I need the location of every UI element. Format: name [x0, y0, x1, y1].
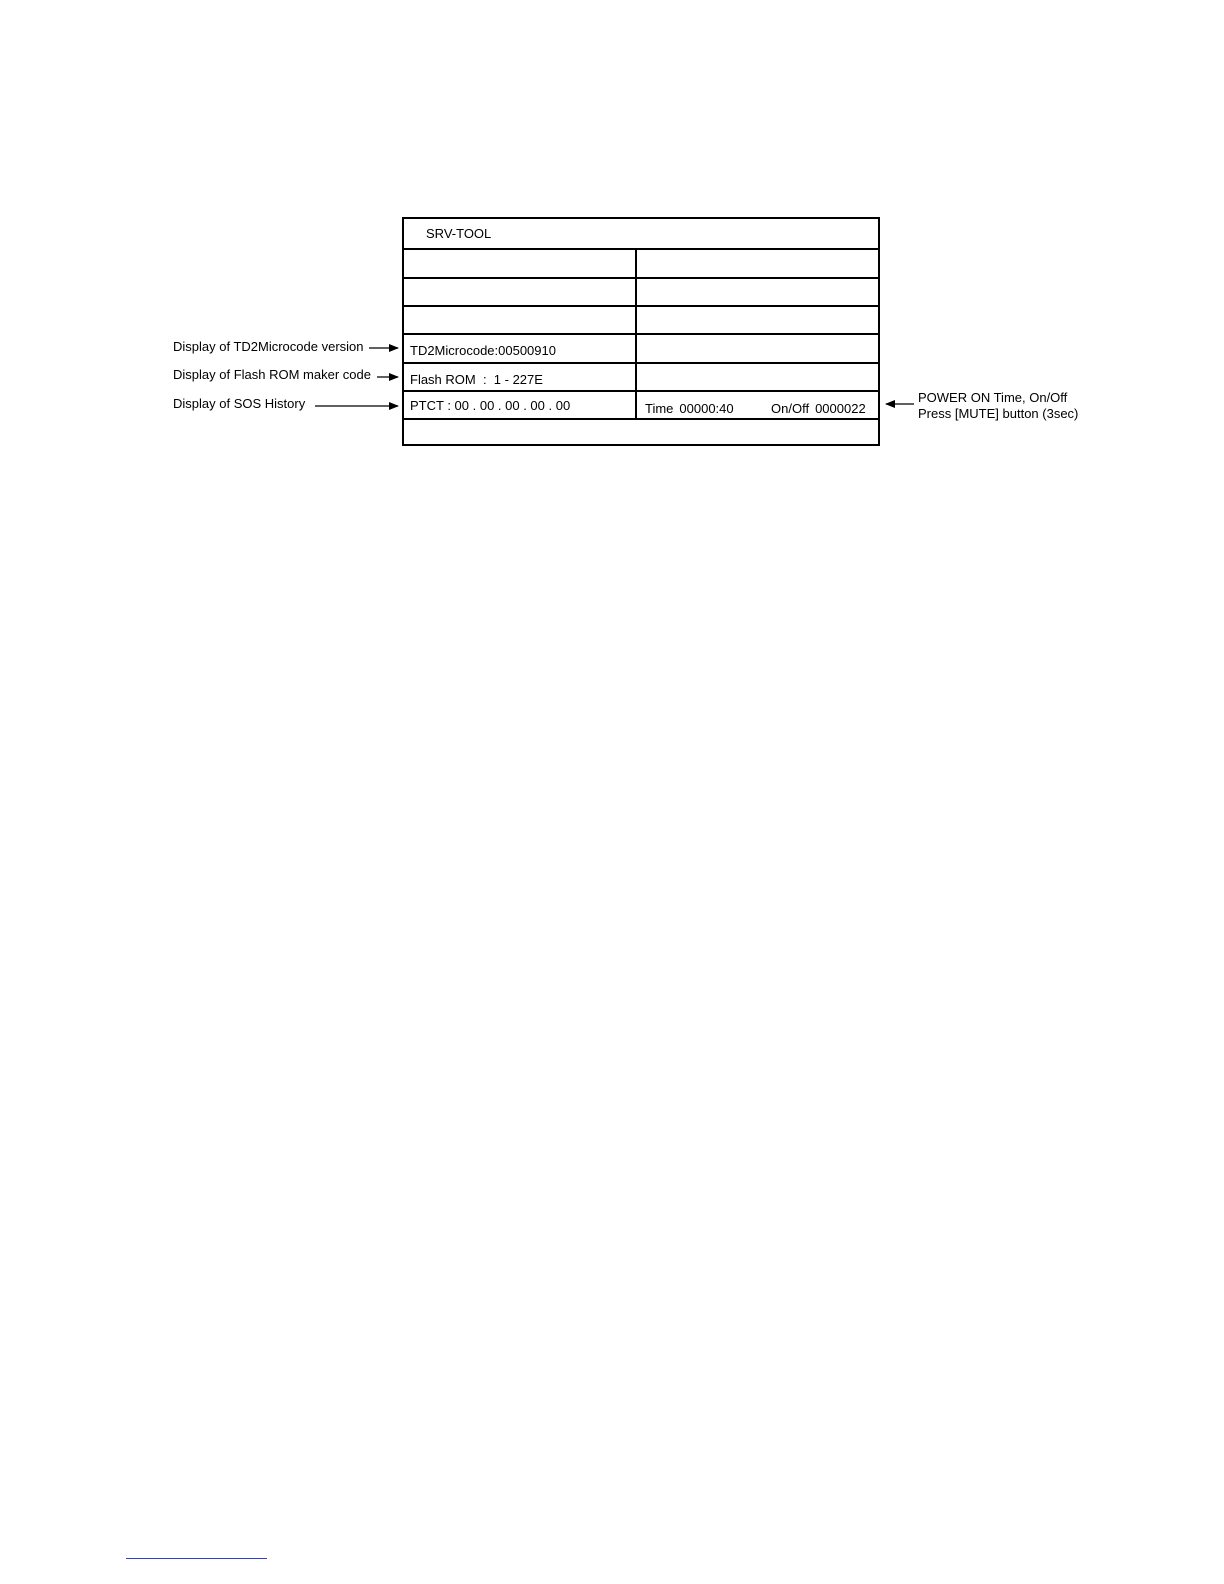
callout-power-line1: POWER ON Time, On/Off: [918, 390, 1068, 405]
callout-td2-version: Display of TD2Microcode version: [173, 339, 364, 354]
row-right-cell: [635, 335, 878, 362]
row-left-cell: [404, 250, 635, 277]
ptct-row: [404, 392, 878, 420]
screen-title: SRV-TOOL: [426, 226, 492, 241]
row-left-cell: [404, 279, 635, 305]
callout-power-line2: Press [MUTE] button (3sec): [918, 406, 1079, 421]
callout-flash-rom-maker: Display of Flash ROM maker code: [173, 367, 371, 382]
row-right-cell: [635, 364, 878, 390]
flash-rom-value: Flash ROM : 1 - 227E: [410, 371, 543, 387]
screen-title-row: [404, 219, 878, 250]
srv-tool-screen: [402, 217, 880, 446]
onoff-value: 0000022: [815, 400, 866, 416]
onoff-group: [771, 401, 866, 416]
screen-row: [404, 307, 878, 335]
callout-sos-history: Display of SOS History: [173, 396, 306, 411]
screen-row: [404, 250, 878, 279]
time-value: 00000:40: [679, 400, 734, 416]
row-right-cell: [635, 279, 878, 305]
time-group: [645, 401, 771, 416]
power-on-time-block: [645, 401, 878, 416]
row-right-cell: [635, 307, 878, 333]
ptct-sos-history: PTCT : 00 . 00 . 00 . 00 . 00: [410, 397, 571, 413]
row-left-cell: [404, 420, 635, 446]
callout-power-on-time: [918, 390, 1078, 422]
flash-rom-row: [404, 364, 878, 392]
td2microcode-row: [404, 335, 878, 364]
screen-row: [404, 279, 878, 307]
screen-bottom-row: [404, 420, 878, 446]
onoff-label: On/Off: [771, 400, 810, 416]
time-label: Time: [645, 400, 674, 416]
row-left-cell: [404, 307, 635, 333]
footer-rule: [126, 1558, 267, 1559]
td2microcode-value: TD2Microcode:00500910: [410, 343, 556, 358]
power-on-info: [635, 392, 878, 418]
row-right-cell: [635, 250, 878, 277]
